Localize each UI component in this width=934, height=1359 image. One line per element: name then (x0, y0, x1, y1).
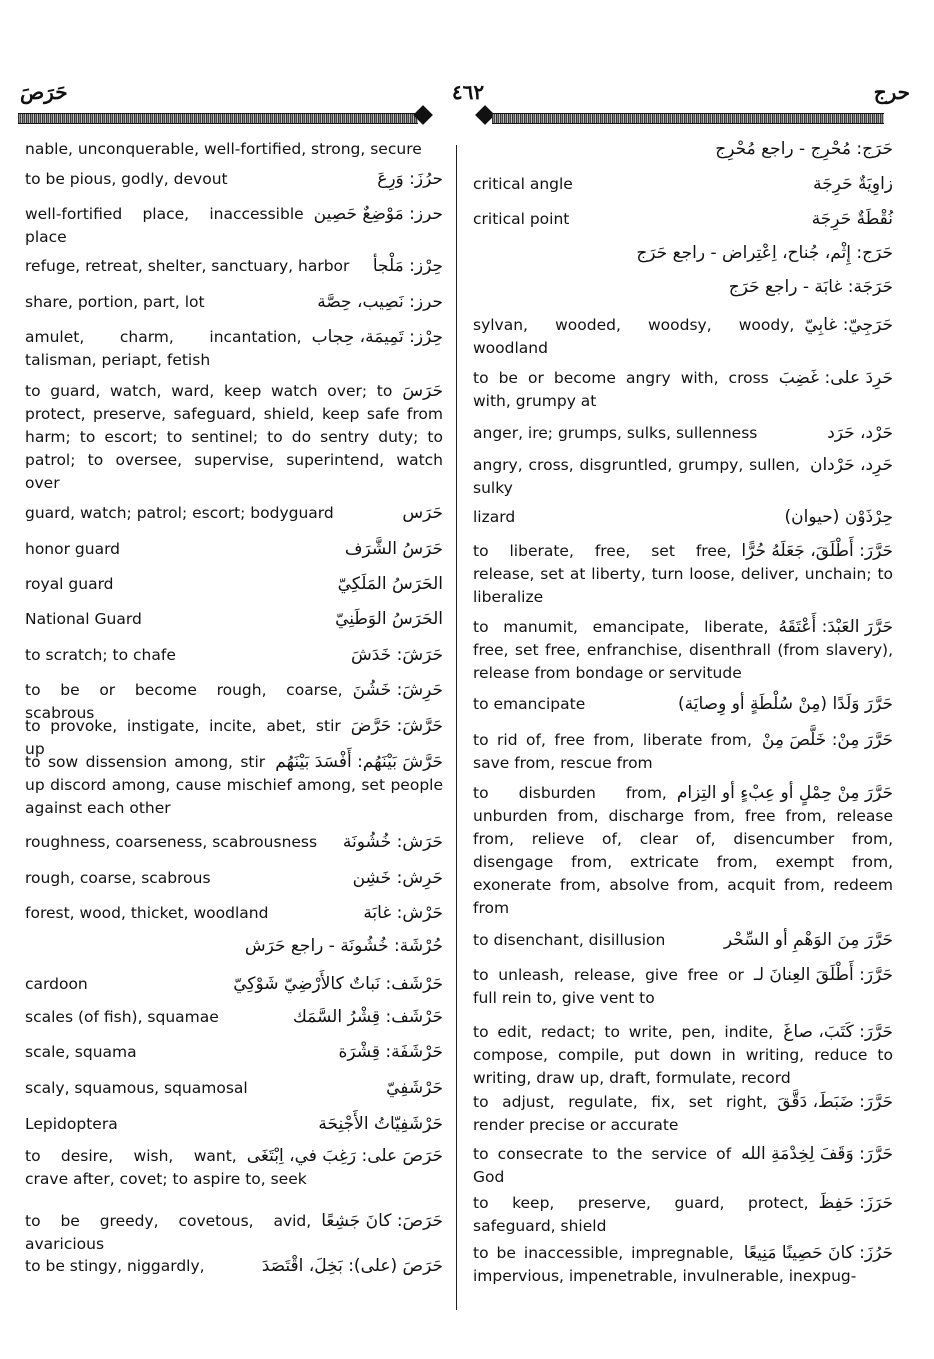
dictionary-entry (25, 867, 443, 890)
english-definition: royal guard (25, 575, 114, 593)
english-definition: lizard (473, 508, 516, 526)
dictionary-entry (473, 422, 893, 445)
dictionary-entry (473, 616, 893, 685)
dictionary-entry (25, 935, 443, 958)
dictionary-entry (473, 276, 893, 299)
dictionary-entry (25, 1041, 443, 1064)
arabic-headword: حَرِد، حَرْدان (809, 455, 893, 475)
english-definition: to adjust, regulate, fix, set right, render precise or accurate (473, 1093, 768, 1134)
dictionary-entry (473, 1091, 893, 1137)
arabic-headword: حَرَّرَ مِنْ حِمْلٍ أو عِبْءٍ أو التِزام (676, 783, 893, 803)
dictionary-entry (473, 367, 893, 413)
dictionary-entry (25, 973, 443, 996)
arabic-headword: حَرَسَ (402, 381, 443, 401)
arabic-headword: حَرِدَ على: غَضِبَ (778, 368, 893, 388)
dictionary-entry (25, 168, 443, 191)
dictionary-entry (25, 291, 443, 314)
arabic-headword: حَرَزَ: حَفِظَ (818, 1193, 893, 1213)
page-number: ٤٦٢ (451, 80, 485, 104)
dictionary-entry (25, 573, 443, 596)
dictionary-entry (25, 380, 443, 495)
english-definition: scaly, squamous, squamosal (25, 1079, 248, 1097)
dictionary-entry (473, 173, 893, 196)
running-head-right: حرج (873, 80, 910, 104)
dictionary-entry (25, 751, 443, 820)
dictionary-entry (25, 538, 443, 561)
english-definition: to be inaccessible, impregnable, impervious, impenetrable, invulnerable, inexpug- (473, 1244, 857, 1285)
arabic-headword: حَرَش: خُشُونَة (342, 832, 443, 852)
dictionary-entry (473, 506, 893, 529)
arabic-headword: حَرَّرَ: ضَبَطَ، دَقَّقَ (777, 1092, 893, 1112)
dictionary-entry (25, 203, 443, 249)
english-definition: roughness, coarseness, scabrousness (25, 833, 318, 851)
dictionary-entry (25, 1255, 443, 1278)
english-definition: to be or become angry with, cross with, grumpy at (473, 369, 769, 410)
arabic-headword: حَرْشَف: نَباتٌ كالأَرْضِيّ شَوْكِيّ (233, 974, 443, 994)
english-definition: critical angle (473, 175, 573, 193)
dictionary-entry (473, 1242, 893, 1288)
column-divider (456, 145, 457, 1310)
english-definition: to scratch; to chafe (25, 646, 176, 664)
arabic-headword: حِرْز: تَمِيمَة، حِجاب (311, 327, 443, 347)
dictionary-entry (25, 831, 443, 854)
arabic-headword: حَرَج: إِثْم، جُناح، اِعْتِراض - راجع حَرَج (636, 243, 893, 263)
english-definition: share, portion, part, lot (25, 293, 205, 311)
arabic-headword: حُرْشَة: خُشُونَة - راجع حَرَش (244, 936, 443, 956)
dictionary-entry (25, 1113, 443, 1136)
english-definition: to unleash, release, give free or full rein to, give vent to (473, 966, 744, 1007)
dictionary-entry (473, 454, 893, 500)
english-definition: scales (of fish), squamae (25, 1008, 219, 1026)
dictionary-entry (25, 1006, 443, 1029)
english-definition: to sow dissension among, stir up discord among, cause mischief among, set people against each other (25, 753, 443, 817)
english-definition: to liberate, free, set free, release, set at liberty, turn loose, deliver, unchain; to liberalize (473, 542, 893, 606)
arabic-headword: حَرَّرَ مِنْ: خَلَّصَ مِنْ (761, 730, 893, 750)
arabic-headword: حرز: نَصِيب، حِصَّة (317, 292, 443, 312)
dictionary-entry (473, 1021, 893, 1090)
arabic-headword: حَرَّرَ وَلَدًا (مِنْ سُلْطَةٍ أو وِصايَة) (678, 694, 893, 714)
dictionary-entry (473, 693, 893, 716)
arabic-headword: حَرَّرَ مِنَ الوَهْمِ أو السِّحْر (723, 930, 893, 950)
dictionary-entry (473, 242, 893, 265)
arabic-headword: حَرَّشَ بَيْنَهُم: أَفْسَدَ بَيْنَهُم (275, 752, 443, 772)
english-definition: to edit, redact; to write, pen, indite, compose, compile, put down in writing, reduce to writing, draw up, draft, formulate, record (473, 1023, 893, 1087)
english-definition: to provoke, instigate, incite, abet, stir up (25, 717, 341, 758)
dictionary-entry (25, 255, 443, 278)
dictionary-entry (473, 1192, 893, 1238)
english-definition: to be stingy, niggardly, (25, 1257, 205, 1275)
arabic-headword: حرُزَ: وَرِعَ (377, 169, 443, 189)
english-definition: anger, ire; grumps, sulks, sullenness (473, 424, 758, 442)
dictionary-entry (473, 964, 893, 1010)
dictionary-entry (473, 782, 893, 920)
arabic-headword: حَرَّرَ العَبْدَ: أَعْتَقَهُ (778, 617, 893, 637)
english-definition: to guard, watch, ward, keep watch over; to protect, preserve, safeguard, shield, keep safe from harm; to escort; to sentinel; to do sentry duty; to patrol; to oversee, supervise, superintend, watch over (25, 382, 443, 492)
arabic-headword: حَرَّرَ: وَقَفَ لِخِدْمَةِ الله (741, 1144, 893, 1164)
english-definition: to rid of, free from, liberate from, save from, rescue from (473, 731, 752, 772)
arabic-headword: حِرْز: مَلْجأ (372, 256, 443, 276)
arabic-headword: حَرَصَ: كانَ جَشِعًا (321, 1211, 443, 1231)
english-definition: to be pious, godly, devout (25, 170, 228, 188)
arabic-headword: حَرْش: غابَة (363, 903, 443, 923)
english-definition: forest, wood, thicket, woodland (25, 904, 269, 922)
english-definition: to disenchant, disillusion (473, 931, 666, 949)
dictionary-entry (473, 540, 893, 609)
english-definition: scale, squama (25, 1043, 137, 1061)
arabic-headword: حَرْد، حَرَد (827, 423, 893, 443)
english-definition: to keep, preserve, guard, protect, safeguard, shield (473, 1194, 809, 1235)
arabic-headword: حَرَجِيّ: غابِيّ (804, 315, 893, 335)
dictionary-entry (25, 608, 443, 631)
english-definition: rough, coarse, scabrous (25, 869, 211, 887)
arabic-headword: حَرَس (402, 503, 443, 523)
dictionary-entry (473, 929, 893, 952)
arabic-headword: حَرْشَفِيّاتُ الأَجْنِحَة (318, 1114, 443, 1134)
english-definition: sylvan, wooded, woodsy, woody, woodland (473, 316, 795, 357)
arabic-headword: حَرَّرَ: أَطْلَقَ العِنانَ لـ (753, 965, 893, 985)
dictionary-entry (25, 502, 443, 525)
arabic-headword: حَرْشَفِيّ (386, 1078, 443, 1098)
english-definition: refuge, retreat, shelter, sanctuary, harbor (25, 257, 350, 275)
arabic-headword: حَرَّرَ: كَتَبَ، صاغَ (783, 1022, 893, 1042)
english-definition: to emancipate (473, 695, 586, 713)
english-definition: to disburden from, unburden from, discharge from, free from, release from, relieve of, clear of, disencumber from, disengage from, extricate from, exempt from, exonerate from, absolve from, acquit from, redeem from (473, 784, 893, 917)
dictionary-entry (25, 902, 443, 925)
dictionary-entry (25, 1145, 443, 1191)
dictionary-entry (25, 138, 443, 161)
arabic-headword: حَرِش: خَشِن (352, 868, 443, 888)
english-definition: National Guard (25, 610, 142, 628)
english-definition: cardoon (25, 975, 88, 993)
dictionary-entry (473, 729, 893, 775)
dictionary-entry (25, 1077, 443, 1100)
header-rule-left (18, 113, 418, 124)
dictionary-entry (25, 1210, 443, 1256)
arabic-headword: حَرُزَ: كانَ حَصِينًا مَنِيعًا (743, 1243, 893, 1263)
arabic-headword: نُقْطَةٌ حَرِجَة (811, 209, 893, 229)
english-definition: well-fortified place, inaccessible place (25, 205, 304, 246)
arabic-headword: حَرِشَ: خَشُنَ (352, 680, 443, 700)
english-definition: Lepidoptera (25, 1115, 118, 1133)
arabic-headword: الحَرَسُ المَلَكِيّ (337, 574, 443, 594)
arabic-headword: حَرَّشَ: حَرَّضَ (350, 716, 443, 736)
arabic-headword: حَرَصَ (على): بَخِلَ، اقْتَصَدَ (261, 1256, 443, 1276)
header-rule-right (492, 113, 884, 124)
english-definition: amulet, charm, incantation, talisman, periapt, fetish (25, 328, 302, 369)
english-definition: nable, unconquerable, well-fortified, strong, secure (25, 140, 422, 158)
arabic-headword: الحَرَسُ الوَطَنِيّ (335, 609, 443, 629)
arabic-headword: حَرَصَ على: رَغِبَ في، اِبْتَغَى (246, 1146, 443, 1166)
english-definition: to be greedy, covetous, avid, avaricious (25, 1212, 312, 1253)
dictionary-entry (473, 1143, 893, 1189)
arabic-headword: حَرَجَة: غابَة - راجع حَرَج (728, 277, 893, 297)
arabic-headword: زاوِيَةٌ حَرِجَة (813, 174, 893, 194)
arabic-headword: حرز: مَوْضِعٌ حَصِين (313, 204, 443, 224)
english-definition: angry, cross, disgruntled, grumpy, sullen, sulky (473, 456, 800, 497)
english-definition: to desire, wish, want, crave after, covet; to aspire to, seek (25, 1147, 307, 1188)
dictionary-entry (25, 326, 443, 372)
arabic-headword: حَرْشَفَة: قِشْرَة (338, 1042, 443, 1062)
dictionary-entry (473, 138, 893, 161)
arabic-headword: حَرَّرَ: أَطْلَقَ، جَعَلَهُ حُرًّا (741, 541, 893, 561)
english-definition: to be or become rough, coarse, scabrous (25, 681, 343, 722)
dictionary-entry (25, 644, 443, 667)
arabic-headword: حَرَج: مُحْرِج - راجع مُحْرِج (715, 139, 893, 159)
arabic-headword: حِرْذَوْن (حيوان) (784, 507, 893, 527)
english-definition: to manumit, emancipate, liberate, free, set free, enfranchise, disenthrall (from slavery), release from bondage or servitude (473, 618, 893, 682)
english-definition: honor guard (25, 540, 121, 558)
running-head-left: حَرَصَ (20, 80, 68, 104)
arabic-headword: حَرَشَ: خَدَشَ (351, 645, 443, 665)
english-definition: guard, watch; patrol; escort; bodyguard (25, 504, 334, 522)
english-definition: to consecrate to the service of God (473, 1145, 732, 1186)
dictionary-entry (473, 314, 893, 360)
english-definition: critical point (473, 210, 570, 228)
arabic-headword: حَرْشَف: قِشْرُ السَّمَك (292, 1007, 443, 1027)
dictionary-entry (473, 208, 893, 231)
arabic-headword: حَرَسُ الشَّرَف (344, 539, 443, 559)
